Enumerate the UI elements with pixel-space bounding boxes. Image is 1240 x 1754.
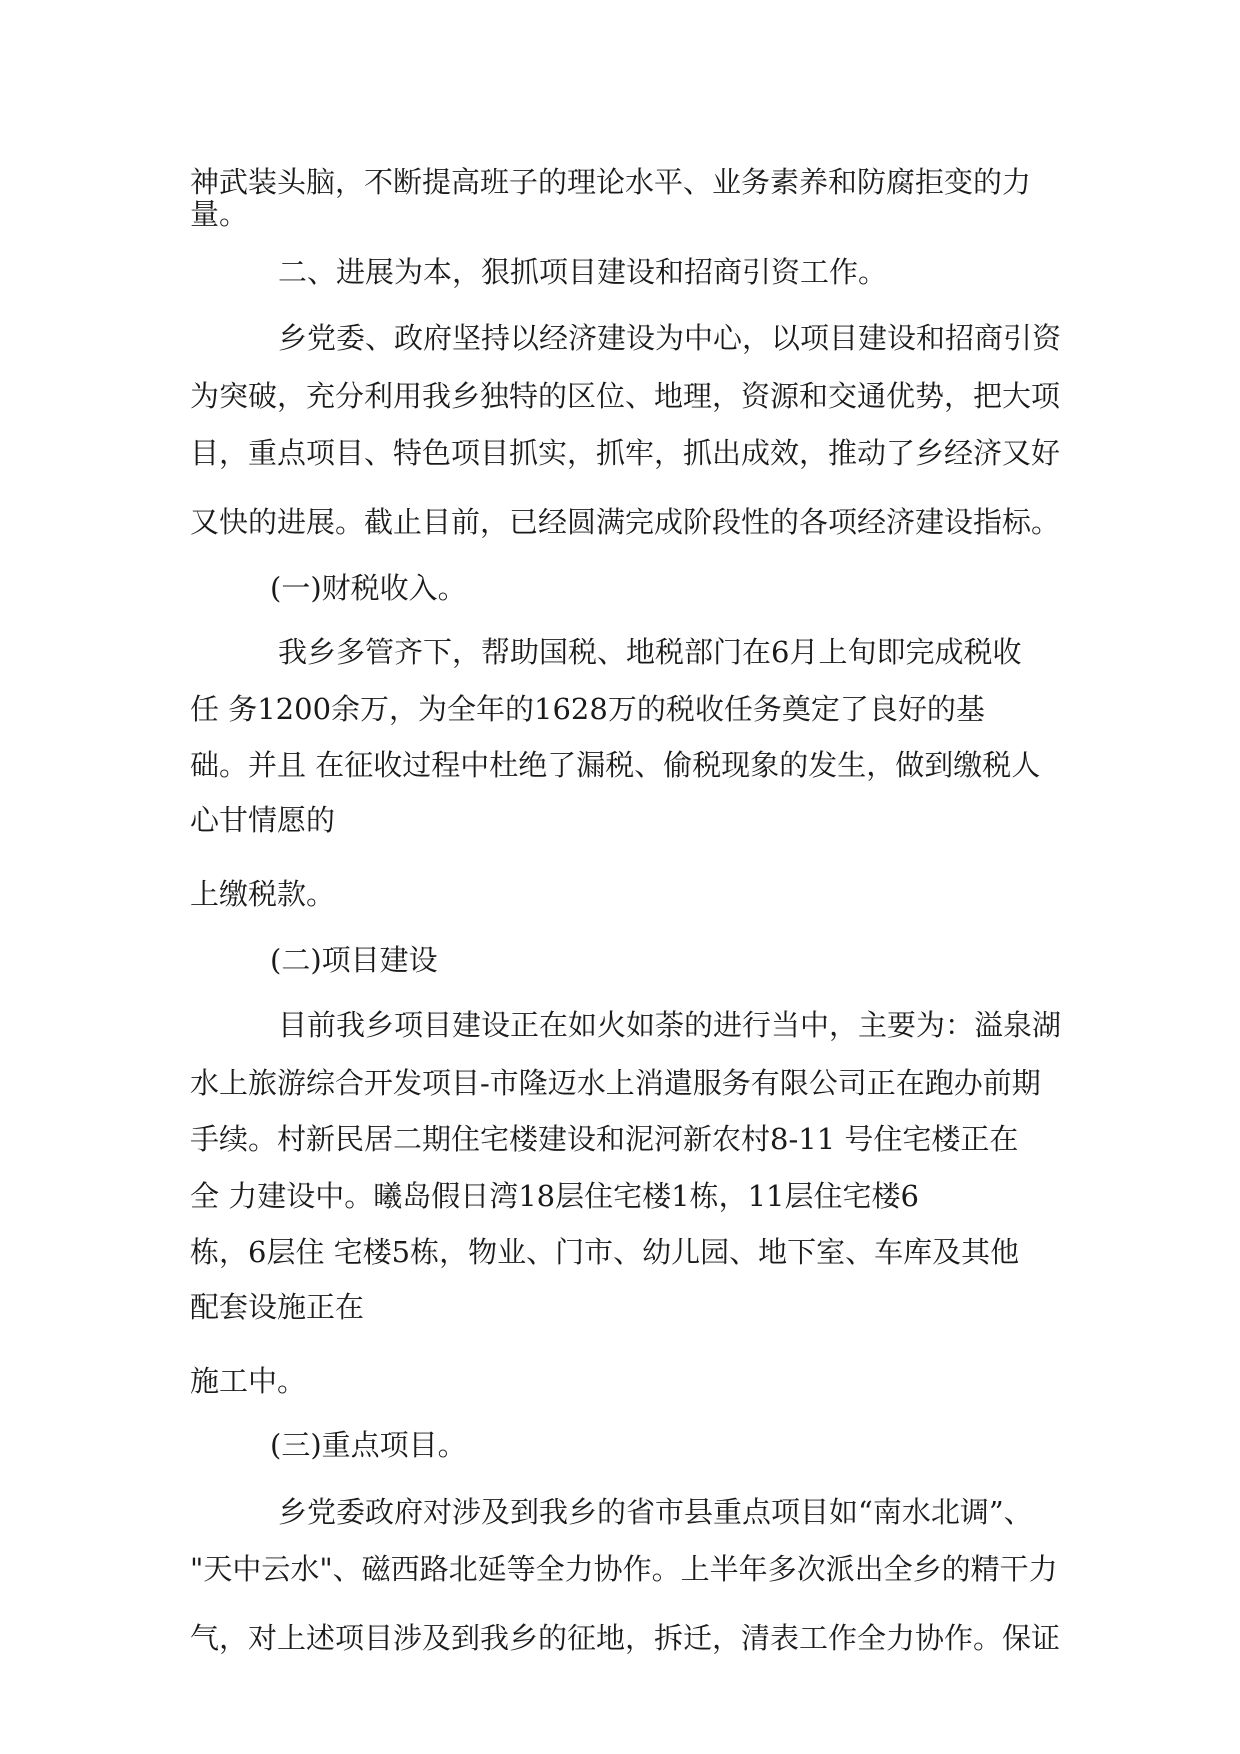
text-line: 目前我乡项目建设正在如火如荼的进行当中，主要为：溢泉湖	[278, 1008, 1062, 1042]
text-line: 配套设施正在	[190, 1290, 365, 1324]
text-line: 为突破，充分利用我乡独特的区位、地理，资源和交通优势，把大项	[190, 379, 1061, 413]
text-line: 栋，6层住 宅楼5栋，物业、门市、幼儿园、地下室、车库及其他	[190, 1235, 1020, 1269]
text-line: "天中云水"、磁西路北延等全力协作。上半年多次派出全乡的精干力	[190, 1552, 1058, 1586]
section-heading: 二、进展为本，狠抓项目建设和招商引资工作。	[278, 255, 888, 289]
text-line: 气，对上述项目涉及到我乡的征地，拆迁，清表工作全力协作。保证	[190, 1621, 1061, 1655]
text-line: 神武装头脑，不断提高班子的理论水平、业务素养和防腐拒变的力	[190, 165, 1032, 199]
text-line: 目，重点项目、特色项目抓实，抓牢，抓出成效，推动了乡经济又好	[190, 436, 1061, 470]
text-line: 础。并且 在征收过程中杜绝了漏税、偷税现象的发生，做到缴税人	[190, 748, 1041, 782]
text-line: 乡党委、政府坚持以经济建设为中心，以项目建设和招商引资	[278, 321, 1062, 355]
text-line: 上缴税款。	[190, 877, 336, 911]
text-line: 手续。村新民居二期住宅楼建设和泥河新农村8-11 号住宅楼正在	[190, 1122, 1019, 1156]
subsection-heading: (二)项目建设	[270, 943, 438, 977]
subsection-heading: (三)重点项目。	[270, 1428, 467, 1462]
text-line: 乡党委政府对涉及到我乡的省市县重点项目如“南水北调”、	[278, 1495, 1033, 1529]
text-line: 量。	[190, 197, 249, 231]
text-line: 任 务1200余万，为全年的1628万的税收任务奠定了良好的基	[190, 692, 985, 726]
subsection-heading: (一)财税收入。	[270, 571, 467, 605]
text-line: 又快的进展。截止目前，已经圆满完成阶段性的各项经济建设指标。	[190, 505, 1061, 539]
text-line: 心甘情愿的	[190, 803, 336, 837]
text-line: 施工中。	[190, 1364, 307, 1398]
text-line: 我乡多管齐下，帮助国税、地税部门在6月上旬即完成税收	[278, 635, 1022, 669]
text-line: 全 力建设中。曦岛假日湾18层住宅楼1栋，11层住宅楼6	[190, 1179, 919, 1213]
text-line: 水上旅游综合开发项目-市隆迈水上消遣服务有限公司正在跑办前期	[190, 1066, 1041, 1100]
